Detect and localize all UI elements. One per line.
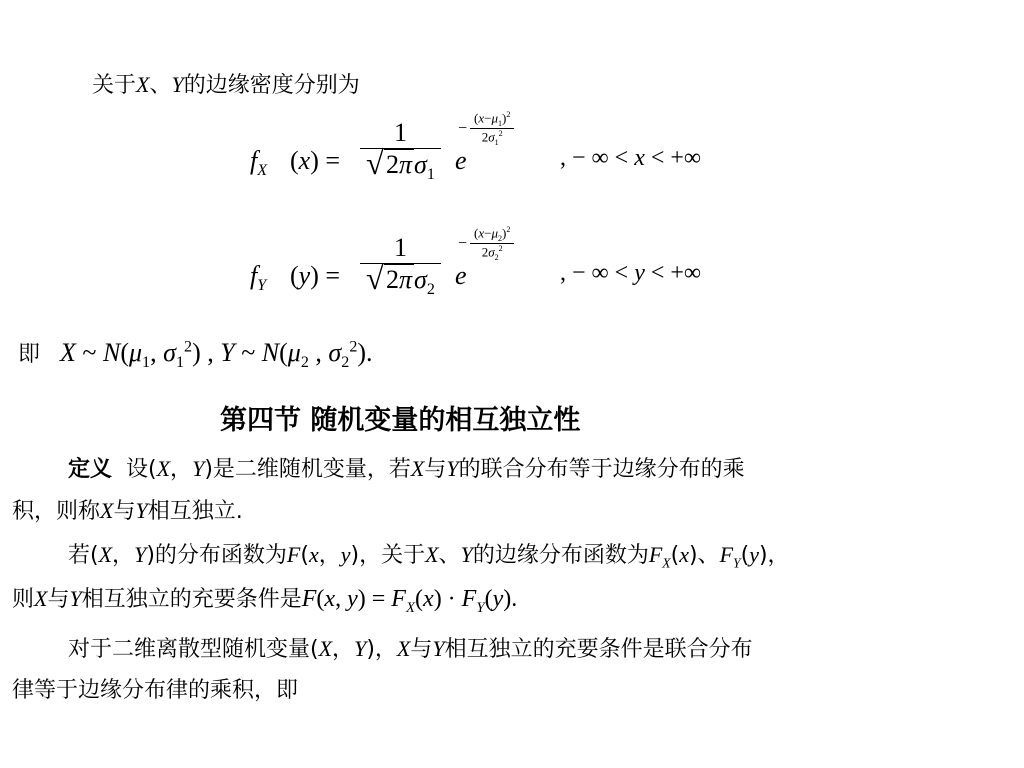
- definition-line1: 定义 设(X，Y)是二维随机变量，若X与Y的联合分布等于边缘分布的乘: [68, 456, 745, 482]
- para3-line2: 律等于边缘分布律的乘积，即: [12, 678, 299, 703]
- fx-range: , − ∞ < x < +∞: [560, 145, 702, 171]
- definition-label: 定义: [68, 457, 113, 482]
- fx-exponent: − $(x-\mu_1)^2$ $2\sigma_1^2$: [470, 110, 514, 147]
- para2-line1: 若(X，Y)的分布函数为F(x，y)，关于X、Y的边缘分布函数为$F_X(x)$、$F_Y(y)$，: [68, 542, 790, 571]
- para3-line1: 对于二维离散型随机变量(X，Y)，X与Y相互独立的充要条件是联合分布: [68, 636, 753, 662]
- para2-line2: 则X与Y相互独立的充要条件是F(x, $y) = F_X(x) \cdot F_Y(y)$.: [12, 586, 518, 616]
- ji-label: 即: [18, 342, 41, 367]
- definition-line2: 积，则称X与Y相互独立.: [12, 498, 243, 524]
- fy-numerator: 1: [393, 233, 407, 262]
- fx-numerator: 1: [393, 118, 407, 147]
- fy-exponent: − $(x-\mu_2)^2$ $2\sigma_2^2$: [470, 225, 514, 262]
- intro-text: 关于X、Y的边缘密度分别为: [92, 72, 360, 98]
- fy-range: , − ∞ < y < +∞: [560, 260, 702, 286]
- distribution-line: X ~ $N(\mu_1$, $\sigma_1^2$) , Y ~ $N(\mu_2$ , $\sigma_2^2$).: [60, 338, 373, 372]
- section-heading: 第四节 随机变量的相互独立性: [220, 405, 581, 436]
